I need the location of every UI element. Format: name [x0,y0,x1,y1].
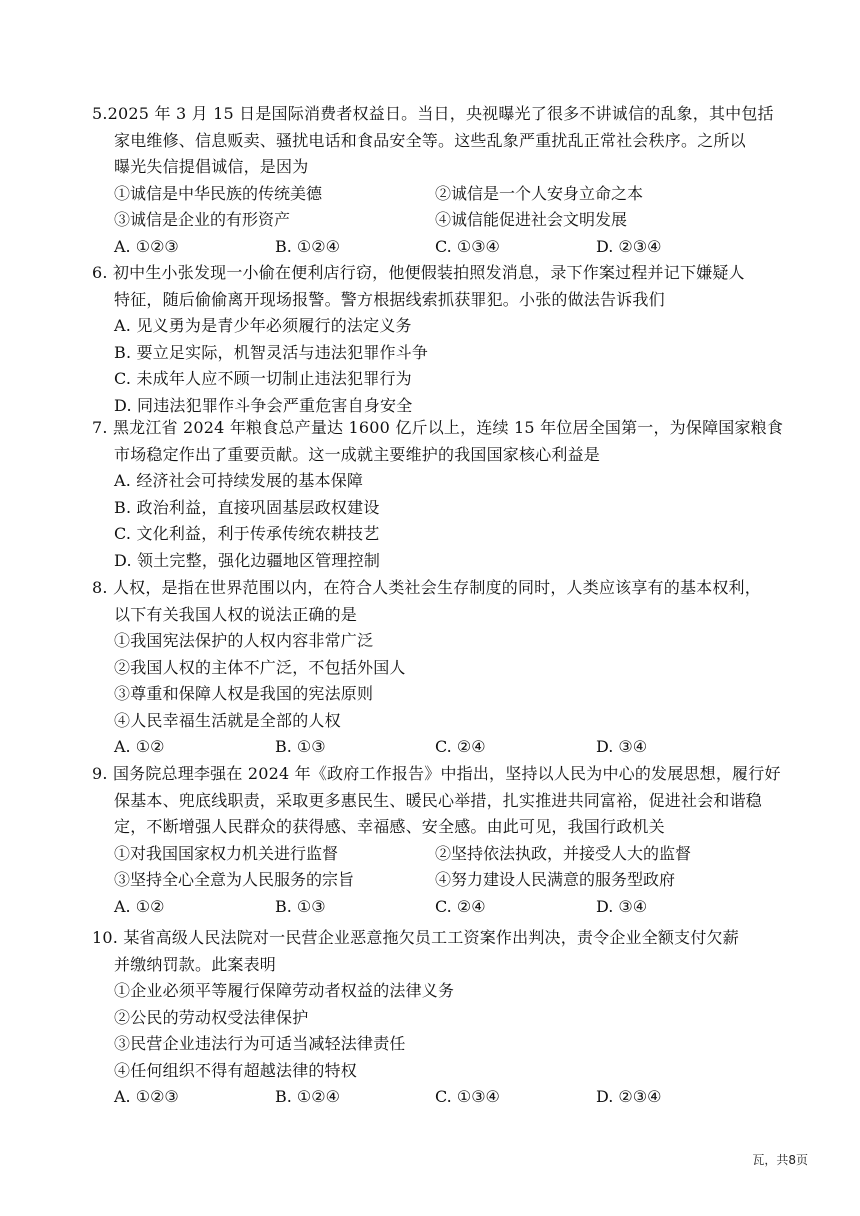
question-stem-line: 10. 某省高级人民法院对一民营企业恶意拖欠员工工资案作出判决，责令企业全额支付欠薪 [92,928,739,947]
choice-d: D. ②③④ [596,1087,662,1106]
page-footer: 瓦，共8页 [752,1153,808,1167]
choice-a: A. ①②③ [114,1087,179,1106]
question-5 [92,101,812,260]
option-b: B. 政治利益，直接巩固基层政权建设 [114,497,380,517]
statement-2: ②我国人权的主体不广泛，不包括外国人 [114,657,406,677]
statement-4: ④努力建设人民满意的服务型政府 [435,870,676,889]
statement-1: ①我国宪法保护的人权内容非常广泛 [114,631,374,650]
question-stem-line: 8. 人权，是指在世界范围以内，在符合人类社会生存制度的同时，人类应该享有的基本权利， [92,578,761,597]
question-stem-line: 保基本、兜底线职责，采取更多惠民生、暖民心举措，扎实推进共同富裕，促进社会和谐稳 [114,790,763,810]
question-10 [92,925,812,1111]
question-stem-line: 以下有关我国人权的说法正确的是 [114,604,358,624]
question-stem-line: 特征，随后偷偷离开现场报警。警方根据线索抓获罪犯。小张的做法告诉我们 [114,289,665,309]
statement-1: ①对我国国家权力机关进行监督 [114,843,339,863]
question-9 [92,761,812,920]
question-stem-line: 并缴纳罚款。此案表明 [114,954,277,974]
question-stem-line: 5.2025 年 3 月 15 日是国际消费者权益日。当日，央视曝光了很多不讲诚信的乱象，其中包括 [92,104,774,123]
choice-b: B. ①②④ [275,1087,340,1106]
choice-b: B. ①②④ [275,236,340,256]
statement-4: ④人民幸福生活就是全部的人权 [114,710,341,730]
choice-a: A. ①② [114,737,165,756]
statement-3: ③民营企业违法行为可适当减轻法律责任 [114,1034,406,1053]
question-stem-line: 定，不断增强人民群众的获得感、幸福感、安全感。由此可见，我国行政机关 [114,817,665,836]
choice-a: A. ①②③ [114,236,179,256]
question-stem-line: 6. 初中生小张发现一小偷在便利店行窃，他便假装拍照发消息，录下作案过程并记下嫌疑人 [92,263,745,282]
choice-d: D. ③④ [596,896,648,916]
choice-c: C. ②④ [435,896,486,916]
choice-d: D. ③④ [596,737,648,756]
choice-b: B. ①③ [275,737,326,756]
choice-d: D. ②③④ [596,236,662,256]
statement-4: ④诚信能促进社会文明发展 [435,210,628,229]
option-b: B. 要立足实际，机智灵活与违法犯罪作斗争 [114,342,429,362]
question-stem-line: 7. 黑龙江省 2024 年粮食总产量达 1600 亿斤以上，连续 15 年位居全国第一，为保障国家粮食 [92,418,784,437]
question-6 [92,260,812,419]
statement-3: ③坚持全心全意为人民服务的宗旨 [114,870,355,889]
question-stem-line: 曝光失信提倡诚信，是因为 [114,157,309,176]
choice-c: C. ①③④ [435,1087,500,1106]
question-stem-line: 市场稳定作出了重要贡献。这一成就主要维护的我国国家核心利益是 [114,444,601,464]
option-a: A. 经济社会可持续发展的基本保障 [114,471,364,490]
question-7 [92,415,812,574]
statement-1: ①诚信是中华民族的传统美德 [114,183,323,203]
statement-3: ③尊重和保障人权是我国的宪法原则 [114,684,374,703]
option-a: A. 见义勇为是青少年必须履行的法定义务 [114,316,412,335]
statement-2: ②诚信是一个人安身立命之本 [435,183,644,203]
choice-b: B. ①③ [275,896,326,916]
option-c: C. 未成年人应不顾一切制止违法犯罪行为 [114,369,412,388]
statement-2: ②公民的劳动权受法律保护 [114,1007,309,1027]
question-stem-line: 9. 国务院总理李强在 2024 年《政府工作报告》中指出，坚持以人民为中心的发展思想，履行好 [92,764,781,783]
choice-a: A. ①② [114,896,165,916]
statement-3: ③诚信是企业的有形资产 [114,210,291,229]
question-stem-line: 家电维修、信息贩卖、骚扰电话和食品安全等。这些乱象严重扰乱正常社会秩序。之所以 [114,130,746,150]
option-c: C. 文化利益，利于传承传统农耕技艺 [114,524,380,543]
choice-c: C. ①③④ [435,236,500,256]
choice-c: C. ②④ [435,737,486,756]
option-d: D. 同违法犯罪作斗争会严重危害自身安全 [114,395,413,415]
question-8 [92,575,812,761]
statement-4: ④任何组织不得有超越法律的特权 [114,1060,358,1080]
option-d: D. 领土完整，强化边疆地区管理控制 [114,550,381,570]
statement-2: ②坚持依法执政，并接受人大的监督 [435,843,692,863]
statement-1: ①企业必须平等履行保障劳动者权益的法律义务 [114,981,455,1000]
